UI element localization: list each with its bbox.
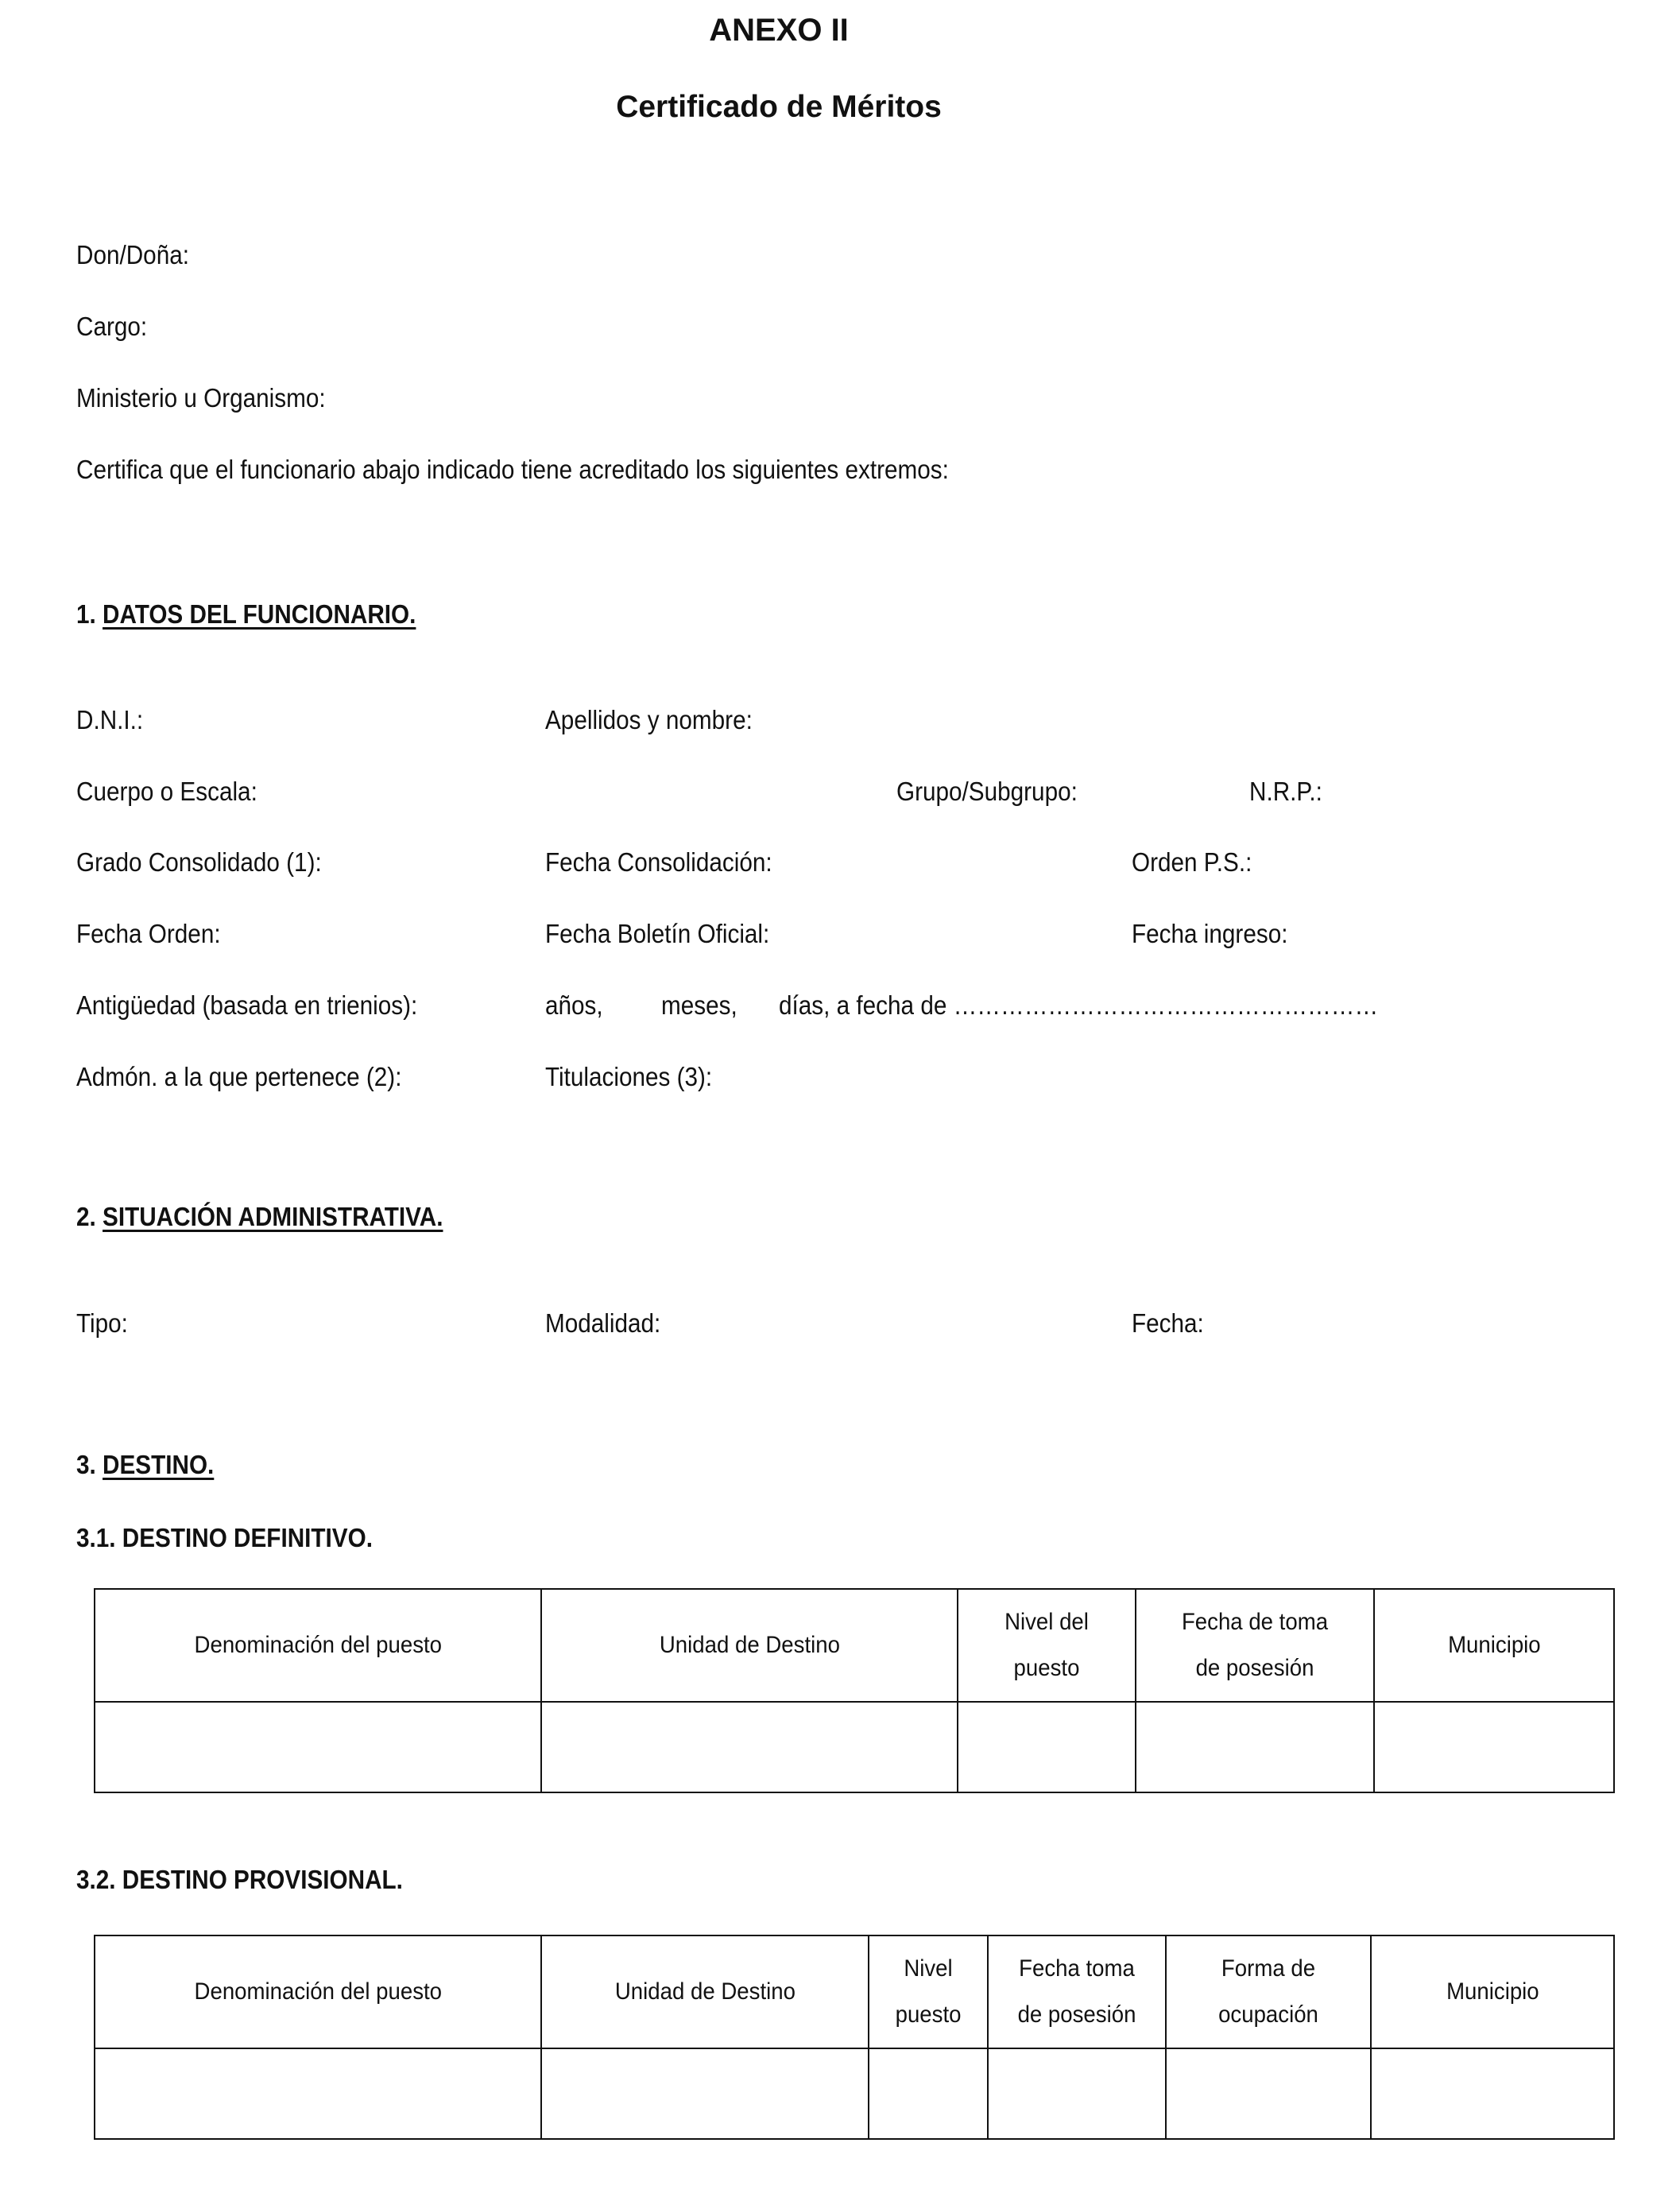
table-cell[interactable] <box>1166 2048 1371 2139</box>
header-cell: Nivel puesto <box>869 1935 988 2048</box>
certifica-text: Certifica que el funcionario abajo indicado tiene acreditado los siguientes extremos: <box>76 455 949 484</box>
section1-title: DATOS DEL FUNCIONARIO. <box>103 599 416 629</box>
fecha-boletin-label: Fecha Boletín Oficial: <box>545 919 770 948</box>
grado-label: Grado Consolidado (1): <box>76 847 322 877</box>
destino-provisional-table <box>94 1935 1615 2140</box>
header-cell: Municipio <box>1371 1935 1614 2048</box>
section1-number: 1. <box>76 599 96 629</box>
don-dona-label: Don/Doña: <box>76 240 189 269</box>
tipo-label: Tipo: <box>76 1308 128 1338</box>
dias-label: días, a fecha de ……………………………………………… <box>779 990 1379 1020</box>
section3-heading <box>76 1450 214 1480</box>
meses-label: meses, <box>661 990 737 1020</box>
table-row <box>95 2048 1614 2139</box>
section3-number: 3. <box>76 1450 96 1479</box>
section1-heading <box>76 599 416 630</box>
table-cell[interactable] <box>541 2048 869 2139</box>
table-header-row <box>95 1589 1614 1702</box>
orden-ps-label: Orden P.S.: <box>1132 847 1252 877</box>
ministerio-label: Ministerio u Organismo: <box>76 383 326 413</box>
table-cell[interactable] <box>1374 1702 1614 1792</box>
grupo-label: Grupo/Subgrupo: <box>896 777 1078 806</box>
header-cell: Unidad de Destino <box>541 1935 869 2048</box>
antiguedad-label: Antigüedad (basada en trienios): <box>76 990 418 1020</box>
table-row <box>95 1702 1614 1792</box>
section2-heading <box>76 1202 443 1232</box>
fecha-orden-label: Fecha Orden: <box>76 919 221 948</box>
header-cell: Denominación del puesto <box>95 1589 541 1702</box>
header-cell: Unidad de Destino <box>541 1589 958 1702</box>
fecha-label: Fecha: <box>1132 1308 1204 1338</box>
admon-label: Admón. a la que pertenece (2): <box>76 1062 402 1091</box>
header-cell: Forma de ocupación <box>1166 1935 1371 2048</box>
header-cell: Nivel del puesto <box>958 1589 1136 1702</box>
dni-label: D.N.I.: <box>76 705 144 734</box>
fecha-consolidacion-label: Fecha Consolidación: <box>545 847 772 877</box>
table-cell[interactable] <box>1136 1702 1374 1792</box>
header-cell: Fecha de toma de posesión <box>1136 1589 1374 1702</box>
header-cell: Denominación del puesto <box>95 1935 541 2048</box>
table-header-row <box>95 1935 1614 2048</box>
apellidos-label: Apellidos y nombre: <box>545 705 753 734</box>
cargo-label: Cargo: <box>76 312 148 341</box>
destino-provisional-title: 3.2. DESTINO PROVISIONAL. <box>76 1865 403 1894</box>
header-cell: Fecha toma de posesión <box>988 1935 1166 2048</box>
table-cell[interactable] <box>1371 2048 1614 2139</box>
section3-title: DESTINO. <box>103 1450 215 1479</box>
section2-title: SITUACIÓN ADMINISTRATIVA. <box>103 1202 443 1231</box>
section2-number: 2. <box>76 1202 96 1231</box>
table-cell[interactable] <box>95 1702 541 1792</box>
nrp-label: N.R.P.: <box>1249 777 1322 806</box>
table-cell[interactable] <box>988 2048 1166 2139</box>
annex-title: ANEXO II <box>709 13 849 48</box>
anos-label: años, <box>545 990 603 1020</box>
table-cell[interactable] <box>869 2048 988 2139</box>
table-cell[interactable] <box>95 2048 541 2139</box>
document-title: Certificado de Méritos <box>616 90 942 124</box>
destino-definitivo-table <box>94 1588 1615 1793</box>
table-cell[interactable] <box>541 1702 958 1792</box>
cuerpo-label: Cuerpo o Escala: <box>76 777 257 806</box>
titulaciones-label: Titulaciones (3): <box>545 1062 713 1091</box>
fecha-ingreso-label: Fecha ingreso: <box>1132 919 1288 948</box>
destino-definitivo-title: 3.1. DESTINO DEFINITIVO. <box>76 1523 373 1552</box>
table-cell[interactable] <box>958 1702 1136 1792</box>
header-cell: Municipio <box>1374 1589 1614 1702</box>
modalidad-label: Modalidad: <box>545 1308 661 1338</box>
